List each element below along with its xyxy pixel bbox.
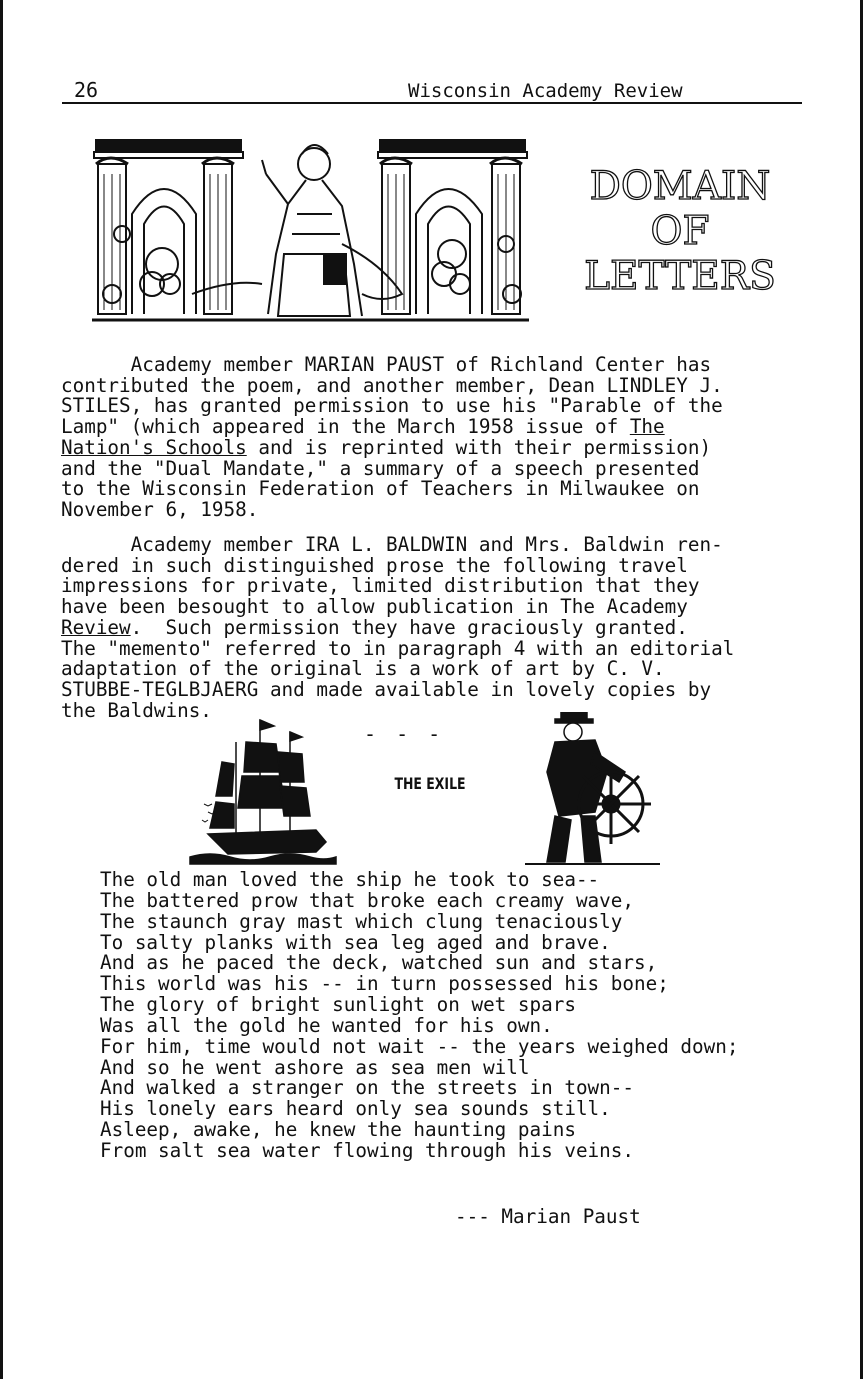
poem-line: And walked a stranger on the streets in town-- [100, 1076, 634, 1100]
poem-line: To salty planks with sea leg aged and brave. [100, 930, 611, 954]
text-run: Academy member IRA L. BALDWIN and Mrs. Baldwin ren- dered in such distinguished prose the following travel impressions for private, limited distribution that they have been besought to allow publication in The Academy [61, 533, 723, 619]
poem-line: Asleep, awake, he knew the haunting pains [100, 1118, 576, 1142]
poem-line: Was all the gold he wanted for his own. [100, 1013, 553, 1037]
section-title-line: DOMAIN [589, 164, 771, 209]
section-title-line: LETTERS [584, 254, 776, 299]
text-run: and is reprinted with their permission) and the "Dual Mandate," a summary of a speech presented to the Wisconsin Federation of Teachers in Milwaukee on November 6, 1958. [61, 435, 712, 521]
poem-signature: --- Marian Paust [455, 1205, 641, 1228]
text-run: Academy member MARIAN PAUST of Richland Center has contributed the poem, and another member, Dean LINDLEY J. STILES, has granted permission to use his "Parable of the Lamp" (which appeared in the March 1958 issue of [61, 353, 723, 439]
publication-title: The [629, 415, 665, 439]
poem-line: And so he went ashore as sea men will [100, 1055, 530, 1079]
sailor-at-wheel-illustration [525, 712, 660, 867]
page-number: 26 [74, 78, 99, 102]
poem-line: The battered prow that broke each creamy wave, [100, 888, 634, 912]
separator: - - - [364, 722, 445, 746]
poem-line: This world was his -- in turn possessed his bone; [100, 972, 669, 996]
sailing-ship-illustration [188, 712, 338, 867]
publication-title: Nation's Schools [61, 435, 247, 459]
poem-line: For him, time would not wait -- the years weighed down; [100, 1034, 739, 1058]
header-rule [62, 102, 802, 104]
poem-line: And as he paced the deck, watched sun and stars, [100, 951, 658, 975]
section-title-line: OF [650, 209, 710, 254]
intro-paragraph-2 [61, 535, 806, 721]
poem-lines [100, 870, 738, 1162]
poem-line: The staunch gray mast which clung tenaciously [100, 909, 623, 933]
poem-line: His lonely ears heard only sea sounds still. [100, 1097, 611, 1121]
poem-line: From salt sea water flowing through his veins. [100, 1138, 634, 1162]
text-run: . Such permission they have graciously granted. The "memento" referred to in paragraph 4 with an editorial adaptation of the original is a work of art by C. V. STUBBE-TEGLBJAERG and made available in lovely copies by the Baldwins. [61, 615, 735, 722]
publication-title: Review [61, 615, 131, 639]
classical-figure-illustration [92, 134, 529, 324]
running-header [62, 78, 802, 104]
poem-title: THE EXILE [394, 774, 466, 793]
page-border-left [0, 0, 3, 1379]
section-title [575, 164, 785, 299]
poem-line: The glory of bright sunlight on wet spars [100, 993, 576, 1017]
poem-line: The old man loved the ship he took to sea-- [100, 868, 600, 891]
intro-paragraph-1 [61, 355, 806, 521]
journal-title: Wisconsin Academy Review [408, 80, 683, 102]
